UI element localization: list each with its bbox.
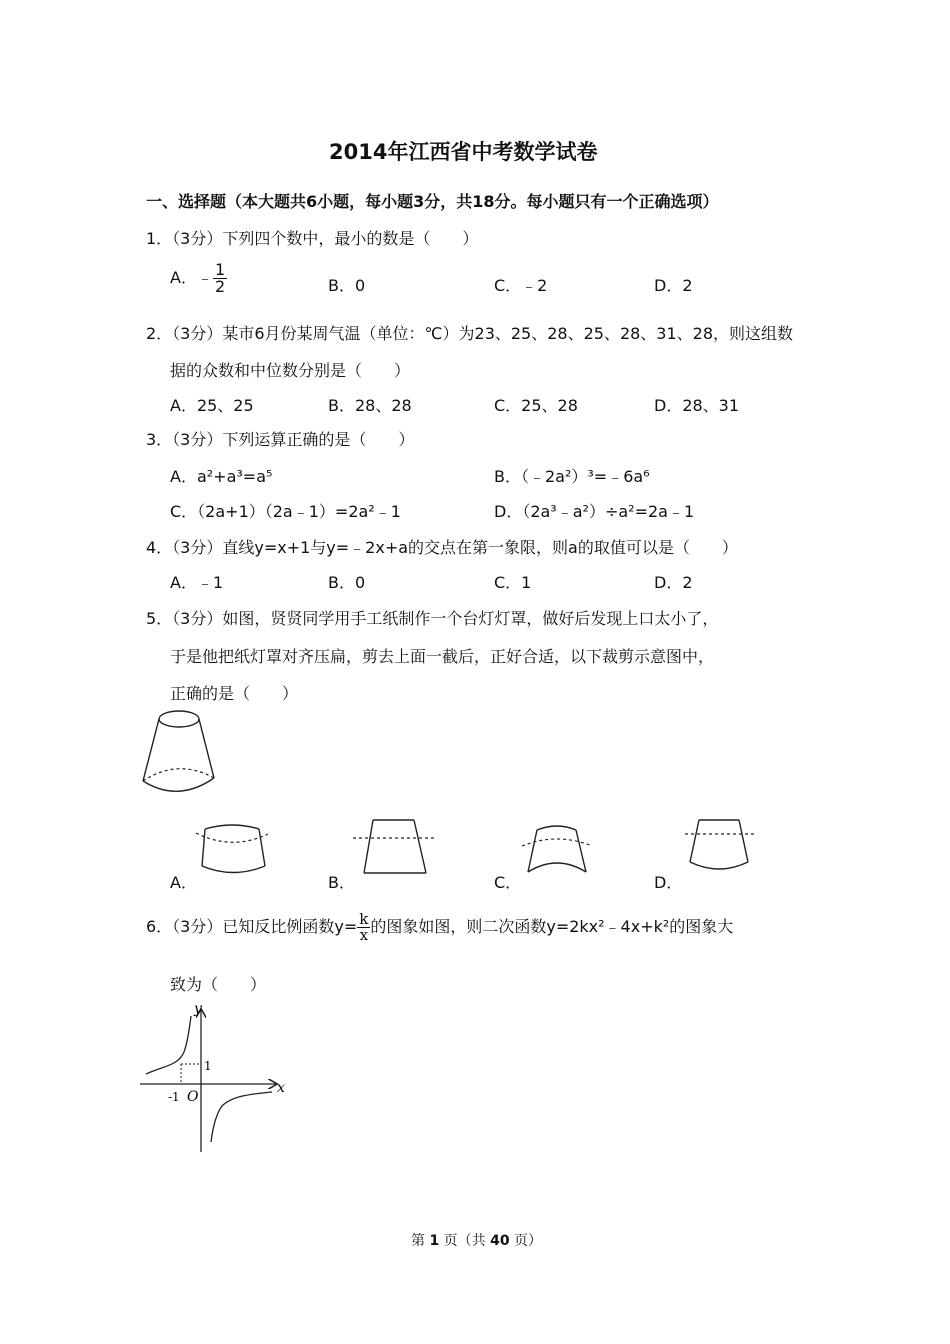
q2-option-c: C．25、28 [494,396,578,415]
q5-stem-line1: 5．（3分）如图，贤贤同学用手工纸制作一个台灯灯罩，做好后发现上口太小了， [146,609,719,628]
q3-option-b: B．（﹣2a²）³=﹣6a⁶ [494,467,650,486]
q5-figure-d [682,818,762,880]
q5-option-d: D． [654,873,683,892]
graph-x-label: x [277,1080,285,1096]
q2-option-b: B．28、28 [328,396,412,415]
q6-fraction [357,912,370,943]
q3-option-c: C．（2a+1）（2a﹣1）=2a²﹣1 [170,502,401,521]
footer-prefix: 第 [411,1233,430,1249]
q2-stem-line1: 2．（3分）某市6月份某周气温（单位：℃）为23、25、28、25、28、31、28，则这组数 [146,324,794,343]
q6-fraction-denominator: x [359,926,369,944]
q5-option-a: A． [170,873,197,892]
q1-option-a-fraction [213,262,227,295]
q3-option-a: A．a²+a³=a⁵ [170,467,273,486]
q1-fraction-denominator: 2 [214,277,226,296]
q4-option-c: C．1 [494,573,532,592]
q6-stem-line2: 致为（ ） [170,975,267,994]
section-header: 一、选择题（本大题共6小题，每小题3分，共18分。每小题只有一个正确选项） [146,192,719,211]
q1-fraction-numerator: 1 [214,260,226,279]
q1-option-b: B．0 [328,276,366,295]
q5-option-b: B． [328,873,355,892]
q4-option-a: A．﹣1 [170,573,224,592]
q5-figure-b [350,818,440,878]
q6-stem-line1 [146,912,733,943]
q4-option-b: B．0 [328,573,366,592]
page-title: 2014年江西省中考数学试卷 [329,140,598,164]
q1-stem: 1．（3分）下列四个数中，最小的数是（ ） [146,229,479,248]
q1-option-a [170,262,227,295]
q1-option-d: D．2 [654,276,693,295]
q4-option-d: D．2 [654,573,693,592]
q6-stem-suffix: 的图象如图，则二次函数y=2kx²﹣4x+k²的图象大 [370,917,734,936]
q5-figure-c [520,824,595,884]
q1-option-c: C．﹣2 [494,276,548,295]
q3-option-d: D．（2a³﹣a²）÷a²=2a﹣1 [494,502,695,521]
footer-middle: 页（共 [439,1233,491,1249]
footer-page-number: 1 [429,1233,440,1249]
lampshade-figure [138,708,218,793]
graph-y-label: y [194,1001,202,1017]
q3-stem: 3．（3分）下列运算正确的是（ ） [146,430,415,449]
footer-total-pages: 40 [490,1233,510,1249]
graph-origin-label: O [187,1089,199,1105]
q6-fraction-numerator: k [359,910,369,928]
q5-stem-line2: 于是他把纸灯罩对齐压扁，剪去上面一截后，正好合适，以下裁剪示意图中， [170,647,715,666]
q2-stem-line2: 据的众数和中位数分别是（ ） [170,361,411,380]
q2-option-d: D．28、31 [654,396,740,415]
page-footer [411,1230,542,1250]
q6-stem-prefix: 6．（3分）已知反比例函数y= [146,917,358,936]
q5-figure-a [195,823,270,878]
q2-option-a: A．25、25 [170,396,254,415]
graph-tick-y-label: 1 [204,1059,212,1073]
footer-suffix: 页） [509,1233,543,1249]
hyperbola-graph [138,1000,293,1160]
q5-stem-line3: 正确的是（ ） [170,684,299,703]
q4-stem: 4．（3分）直线y=x+1与y=﹣2x+a的交点在第一象限，则a的取值可以是（ ） [146,538,738,557]
graph-tick-x-label: -1 [168,1090,180,1104]
q5-option-c: C． [494,873,522,892]
q1-option-a-prefix: A．﹣ [170,268,213,287]
